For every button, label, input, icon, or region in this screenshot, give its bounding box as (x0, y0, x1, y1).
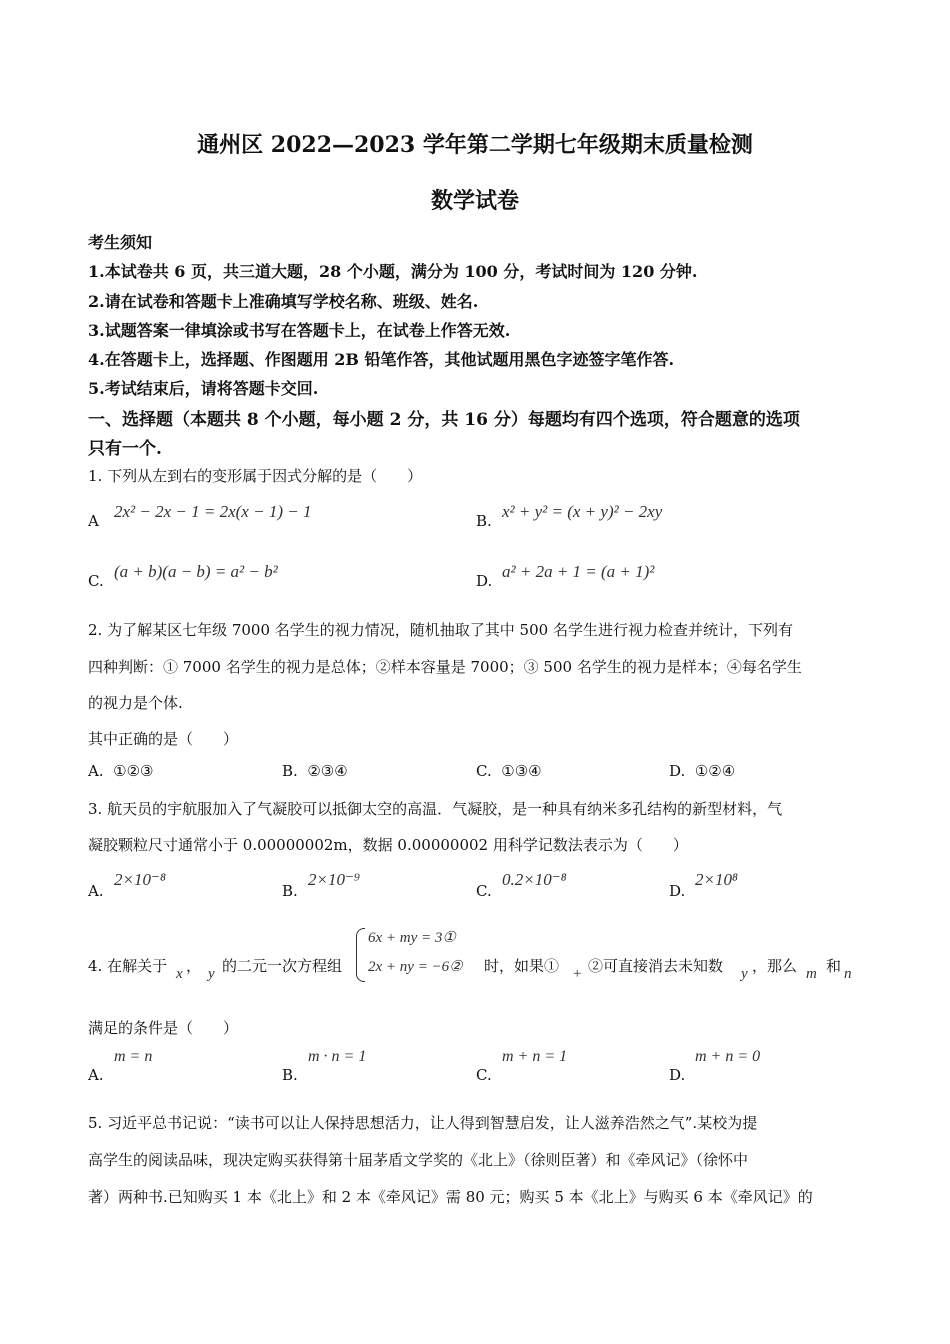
q1-option-d-math: a² + 2a + 1 = (a + 1)² (502, 562, 655, 581)
q4-var-y: y (208, 966, 215, 982)
q2-option-a (88, 762, 154, 780)
q4-option-b-math: m · n = 1 (308, 1048, 367, 1065)
q1-option-b-math: x² + y² = (x + y)² − 2xy (502, 502, 663, 521)
notice-item-1: 1.本试卷共 6 页，共三道大题，28 个小题，满分为 100 分，考试时间为 120 分钟. (88, 262, 698, 281)
exam-subtitle: 数学试卷 (430, 188, 519, 214)
q4-option-c-label: C. (476, 1066, 492, 1084)
q3-line2: 凝胶颗粒尺寸通常小于 0.00000002m，数据 0.00000002 用科学记数法表示为（ ） (88, 836, 688, 854)
q4-option-a-label: A. (88, 1066, 104, 1084)
section-heading-line1: 一、选择题（本题共 8 个小题，每小题 2 分，共 16 分）每题均有四个选项，符合题意的选项 (88, 410, 800, 430)
q4-comma: ， (186, 957, 202, 975)
q4-option-a-math: m = n (114, 1048, 153, 1065)
q1-option-c-math: (a + b)(a − b) = a² − b² (114, 562, 278, 581)
exam-title: 通州区 2022—2023 学年第二学期七年级期末质量检测 (197, 132, 753, 158)
q4-plus: + (572, 966, 583, 982)
q1-option-c-label: C. (88, 572, 104, 590)
q4-text-6: 和 (826, 957, 842, 975)
q1-option-a-label: A (88, 512, 99, 530)
q2-option-c (476, 762, 542, 780)
q5-line2: 高学生的阅读品味，现决定购买获得第十届茅盾文学奖的《北上》（徐则臣著）和《牵风记》（徐怀中 (88, 1151, 749, 1169)
equation-system-brace (356, 928, 365, 982)
q3-option-d-label: D. (669, 882, 686, 900)
q2-line2: 四种判断：① 7000 名学生的视力是总体；②样本容量是 7000；③ 500 名学生的视力是样本；④每名学生 (88, 658, 802, 676)
notice-item-2: 2.请在试卷和答题卡上准确填写学校名称、班级、姓名. (88, 292, 479, 311)
q5-line1: 5. 习近平总书记说：“读书可以让人保持思想活力，让人得到智慧启发，让人滋养浩然之气”.某校为提 (88, 1114, 758, 1132)
q3-option-a-label: A. (88, 882, 104, 900)
q2-line1: 2. 为了解某区七年级 7000 名学生的视力情况，随机抽取了其中 500 名学生进行视力检查并统计，下列有 (88, 621, 793, 639)
q1-option-a-math: 2x² − 2x − 1 = 2x(x − 1) − 1 (114, 502, 312, 521)
q2-option-a-label: A. (88, 762, 104, 780)
q4-option-c-math: m + n = 1 (502, 1048, 568, 1065)
q4-equation-2: 2x + ny = −6② (368, 959, 463, 975)
q4-option-d-label: D. (669, 1066, 686, 1084)
q1-option-d-label: D. (476, 572, 493, 590)
q4-text-4: ②可直接消去未知数 (588, 957, 724, 975)
q4-var-n: n (844, 966, 852, 982)
q4-text-5: ，那么 (752, 957, 798, 975)
q4-equation-1: 6x + my = 3① (368, 930, 456, 946)
q4-line2: 满足的条件是（ ） (88, 1019, 239, 1037)
q3-option-d-math: 2×10⁸ (695, 870, 738, 889)
q3-option-a-math: 2×10⁻⁸ (114, 870, 166, 889)
q5-line3: 著）两种书.已知购买 1 本《北上》和 2 本《牵风记》需 80 元；购买 5 本《北上》与购买 6 本《牵风记》的 (88, 1188, 813, 1206)
q2-option-b-text: ②③④ (307, 762, 348, 780)
q2-option-b-label: B. (282, 762, 298, 780)
q4-option-b-label: B. (282, 1066, 298, 1084)
q2-line3: 的视力是个体. (88, 694, 183, 712)
q4-text-1: 4. 在解关于 (88, 957, 168, 975)
q4-option-d-math: m + n = 0 (695, 1048, 761, 1065)
q3-option-c-math: 0.2×10⁻⁸ (502, 870, 567, 889)
q2-line4: 其中正确的是（ ） (88, 730, 239, 748)
q2-option-d-label: D. (669, 762, 686, 780)
q1-stem: 1. 下列从左到右的变形属于因式分解的是（ ） (88, 467, 423, 485)
q2-option-d-text: ①②④ (694, 762, 736, 780)
q3-option-b-math: 2×10⁻⁹ (308, 870, 360, 889)
q3-line1: 3. 航天员的宇航服加入了气凝胶可以抵御太空的高温．气凝胶，是一种具有纳米多孔结构的新型材料，气 (88, 800, 783, 818)
q2-option-b (282, 762, 348, 780)
q2-option-c-text: ①③④ (501, 762, 542, 780)
section-heading-line2: 只有一个. (88, 439, 162, 459)
notice-item-4: 4.在答题卡上，选择题、作图题用 2B 铅笔作答，其他试题用黑色字迹签字笔作答. (88, 350, 675, 369)
q4-text-2: 的二元一次方程组 (222, 957, 343, 975)
q4-var-y-2: y (741, 966, 748, 982)
notice-item-3: 3.试题答案一律填涂或书写在答题卡上，在试卷上作答无效. (88, 321, 511, 340)
q2-option-d (669, 762, 735, 780)
q3-option-c-label: C. (476, 882, 492, 900)
q4-text-3: 时，如果① (484, 957, 560, 975)
q2-option-a-text: ①②③ (113, 762, 154, 780)
q3-option-b-label: B. (282, 882, 298, 900)
notice-item-5: 5.考试结束后，请将答题卡交回. (88, 379, 319, 398)
q2-option-c-label: C. (476, 762, 492, 780)
notice-heading: 考生须知 (88, 233, 153, 252)
q4-var-m: m (806, 966, 817, 982)
q1-option-b-label: B. (476, 512, 492, 530)
q4-var-x: x (176, 966, 183, 982)
